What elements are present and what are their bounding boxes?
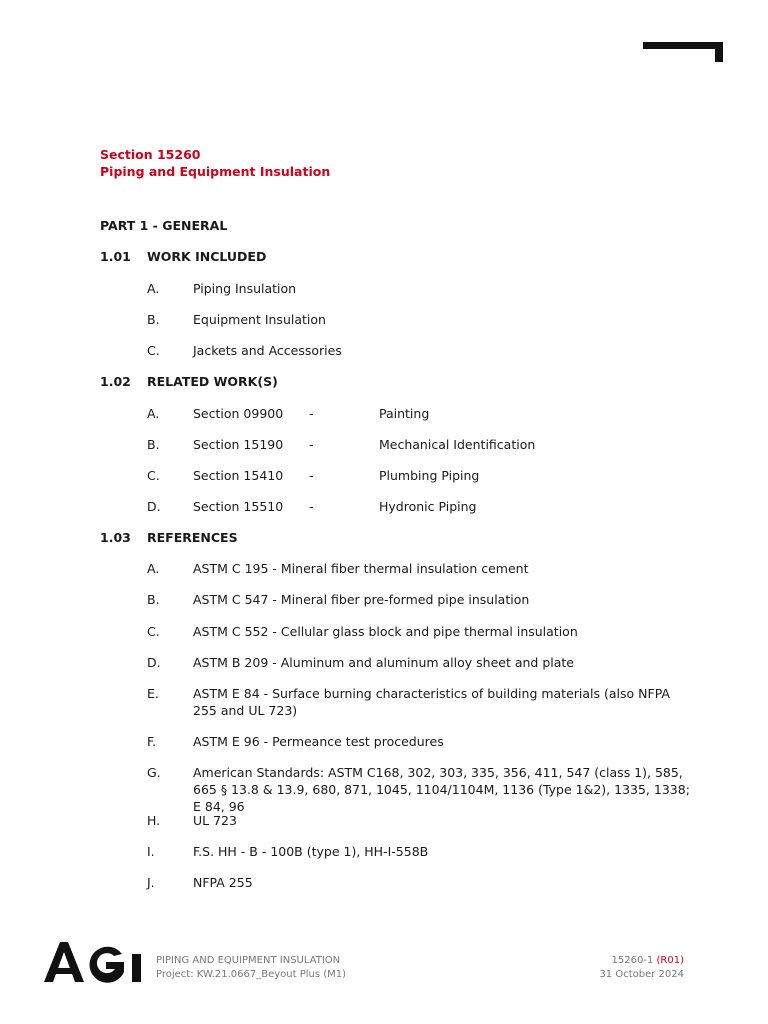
item-letter: F. (147, 734, 157, 749)
part-title: PART 1 - GENERAL (100, 218, 228, 233)
footer-project: Project: KW.21.0667_Beyout Plus (M1) (156, 969, 347, 980)
article-number: 1.03 (100, 530, 131, 545)
reference-text: UL 723 (193, 813, 237, 828)
article-title: REFERENCES (147, 530, 238, 545)
related-section: Section 15190 (193, 437, 284, 452)
related-section: Section 15510 (193, 499, 284, 514)
item-text: Jackets and Accessories (193, 343, 342, 358)
item-text: Equipment Insulation (193, 312, 326, 327)
item-letter: D. (147, 499, 161, 514)
dash: - (309, 468, 314, 483)
dash: - (309, 406, 314, 421)
section-header (100, 146, 330, 180)
article-title: RELATED WORK(S) (147, 374, 278, 389)
item-letter: B. (147, 437, 160, 452)
reference-text: F.S. HH - B - 100B (type 1), HH-I-558B (193, 844, 429, 859)
reference-text: ASTM E 96 - Permeance test procedures (193, 734, 444, 749)
footer-page-info (599, 954, 684, 982)
section-number: Section 15260 (100, 147, 201, 162)
item-letter: B. (147, 592, 160, 607)
reference-text: American Standards: ASTM C168, 302, 303, 335, 356, 411, 547 (class 1), 585, 665 § 13.8 & 13.9, 680, 871, 1045, 1104/1104M, 1136 (Type 1&2), 1335, 1338; E 84, 96 (193, 765, 690, 814)
item-text: Piping Insulation (193, 281, 297, 296)
reference-text: ASTM C 195 - Mineral fiber thermal insulation cement (193, 561, 529, 576)
reference-text: ASTM C 552 - Cellular glass block and pipe thermal insulation (193, 624, 578, 639)
item-letter: A. (147, 281, 160, 296)
related-section: Section 15410 (193, 468, 284, 483)
dash: - (309, 499, 314, 514)
related-section: Section 09900 (193, 406, 284, 421)
item-letter: I. (147, 844, 155, 859)
item-letter: H. (147, 813, 161, 828)
item-letter: C. (147, 343, 160, 358)
item-letter: A. (147, 406, 160, 421)
related-desc: Mechanical Identification (379, 437, 536, 452)
related-desc: Hydronic Piping (379, 499, 477, 514)
item-letter: J. (147, 875, 155, 890)
item-letter: E. (147, 686, 159, 701)
item-letter: C. (147, 624, 160, 639)
article-title: WORK INCLUDED (147, 249, 267, 264)
item-letter: D. (147, 655, 161, 670)
item-letter: A. (147, 561, 160, 576)
article-number: 1.01 (100, 249, 131, 264)
page-number: 15260-1 (611, 955, 654, 966)
revision-badge: (R01) (656, 955, 684, 966)
corner-mark (643, 42, 723, 62)
related-desc: Plumbing Piping (379, 468, 480, 483)
footer-date: 31 October 2024 (599, 969, 684, 980)
reference-text: ASTM C 547 - Mineral fiber pre-formed pipe insulation (193, 592, 530, 607)
item-letter: B. (147, 312, 160, 327)
footer-info (156, 954, 346, 982)
reference-text: ASTM B 209 - Aluminum and aluminum alloy sheet and plate (193, 655, 574, 670)
agi-logo (44, 940, 148, 984)
section-title: Piping and Equipment Insulation (100, 164, 331, 179)
dash: - (309, 437, 314, 452)
related-desc: Painting (379, 406, 430, 421)
corner-mark-tick (715, 42, 723, 62)
corner-mark-bar (643, 42, 723, 49)
item-letter: C. (147, 468, 160, 483)
footer-doc-title: PIPING AND EQUIPMENT INSULATION (156, 955, 341, 966)
reference-text: ASTM E 84 - Surface burning characteristics of building materials (also NFPA 255 and UL 723) (193, 686, 670, 718)
article-number: 1.02 (100, 374, 131, 389)
item-letter: G. (147, 765, 161, 780)
reference-text: NFPA 255 (193, 875, 253, 890)
